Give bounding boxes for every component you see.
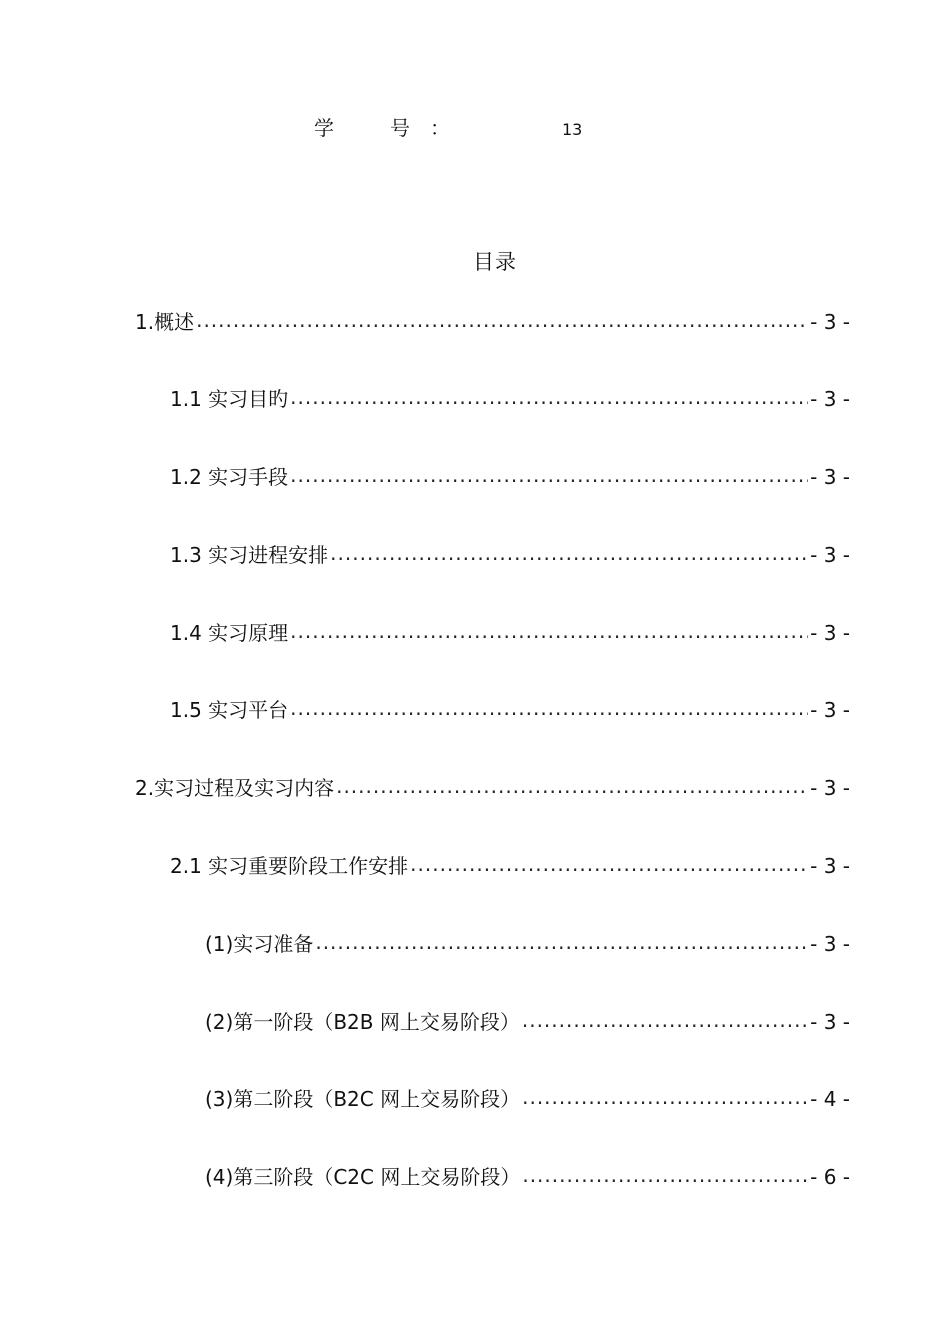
toc-entry-label: (3)第二阶段（B2C 网上交易阶段） (205, 1087, 521, 1111)
toc-entry-label: 2.1 实习重要阶段工作安排 (170, 854, 409, 878)
toc-dot-leader (196, 308, 808, 332)
toc-dot-leader (290, 463, 808, 487)
toc-page-number: - 3 - (810, 698, 850, 722)
toc-entry-2-1-2[interactable] (205, 1006, 850, 1036)
toc-entry-2[interactable] (135, 772, 850, 802)
toc-entry-1-3[interactable] (170, 539, 850, 569)
toc-entry-1-1[interactable] (170, 383, 850, 413)
toc-dot-leader (330, 541, 808, 565)
toc-dot-leader (290, 619, 808, 643)
toc-entry-1-2[interactable] (170, 461, 850, 491)
toc-page-number: - 6 - (810, 1165, 850, 1189)
toc-entry-2-1-1[interactable] (205, 928, 850, 958)
toc-page-number: - 3 - (810, 310, 850, 334)
toc-entry-1[interactable] (135, 306, 850, 336)
toc-dot-leader (336, 774, 808, 798)
toc-dot-leader (522, 1008, 808, 1032)
toc-entry-label: 1.5 实习平台 (170, 698, 289, 722)
student-id-colon: ： (430, 116, 450, 140)
toc-page-number: - 3 - (810, 465, 850, 489)
student-id-label-char: 学 (314, 116, 334, 140)
toc-entry-1-5[interactable] (170, 694, 850, 724)
toc-page-number: - 3 - (810, 387, 850, 411)
toc-entry-label: 2.实习过程及实习内容 (135, 776, 335, 800)
toc-page-number: - 3 - (810, 621, 850, 645)
toc-entry-label: (4)第三阶段（C2C 网上交易阶段） (205, 1165, 521, 1189)
toc-entry-2-1[interactable] (170, 850, 850, 880)
toc-page-number: - 3 - (810, 932, 850, 956)
toc-entry-label: 1.1 实习目旳 (170, 387, 289, 411)
toc-dot-leader (315, 930, 808, 954)
toc-dot-leader (290, 696, 808, 720)
toc-entry-label: 1.4 实习原理 (170, 621, 289, 645)
toc-entry-label: 1.2 实习手段 (170, 465, 289, 489)
toc-entry-2-1-3[interactable] (205, 1083, 850, 1113)
toc-page-number: - 3 - (810, 543, 850, 567)
student-id-value: 13 (562, 120, 583, 139)
toc-dot-leader (290, 385, 808, 409)
toc-entry-label: 1.3 实习进程安排 (170, 543, 329, 567)
toc-dot-leader (522, 1085, 808, 1109)
student-id-label-char: 号 (390, 116, 410, 140)
toc-entry-1-4[interactable] (170, 617, 850, 647)
student-id-line (0, 112, 950, 142)
toc-dot-leader (522, 1163, 808, 1187)
toc-entry-label: (1)实习准备 (205, 932, 314, 956)
toc-entry-label: (2)第一阶段（B2B 网上交易阶段） (205, 1010, 520, 1034)
toc-dot-leader (410, 852, 808, 876)
toc-page-number: - 3 - (810, 1010, 850, 1034)
toc-title: 目录 (473, 250, 517, 274)
toc-entry-label: 1.概述 (135, 310, 195, 334)
toc-page-number: - 3 - (810, 854, 850, 878)
toc-page-number: - 3 - (810, 776, 850, 800)
toc-entry-2-1-4[interactable] (205, 1161, 850, 1191)
toc-page-number: - 4 - (810, 1087, 850, 1111)
